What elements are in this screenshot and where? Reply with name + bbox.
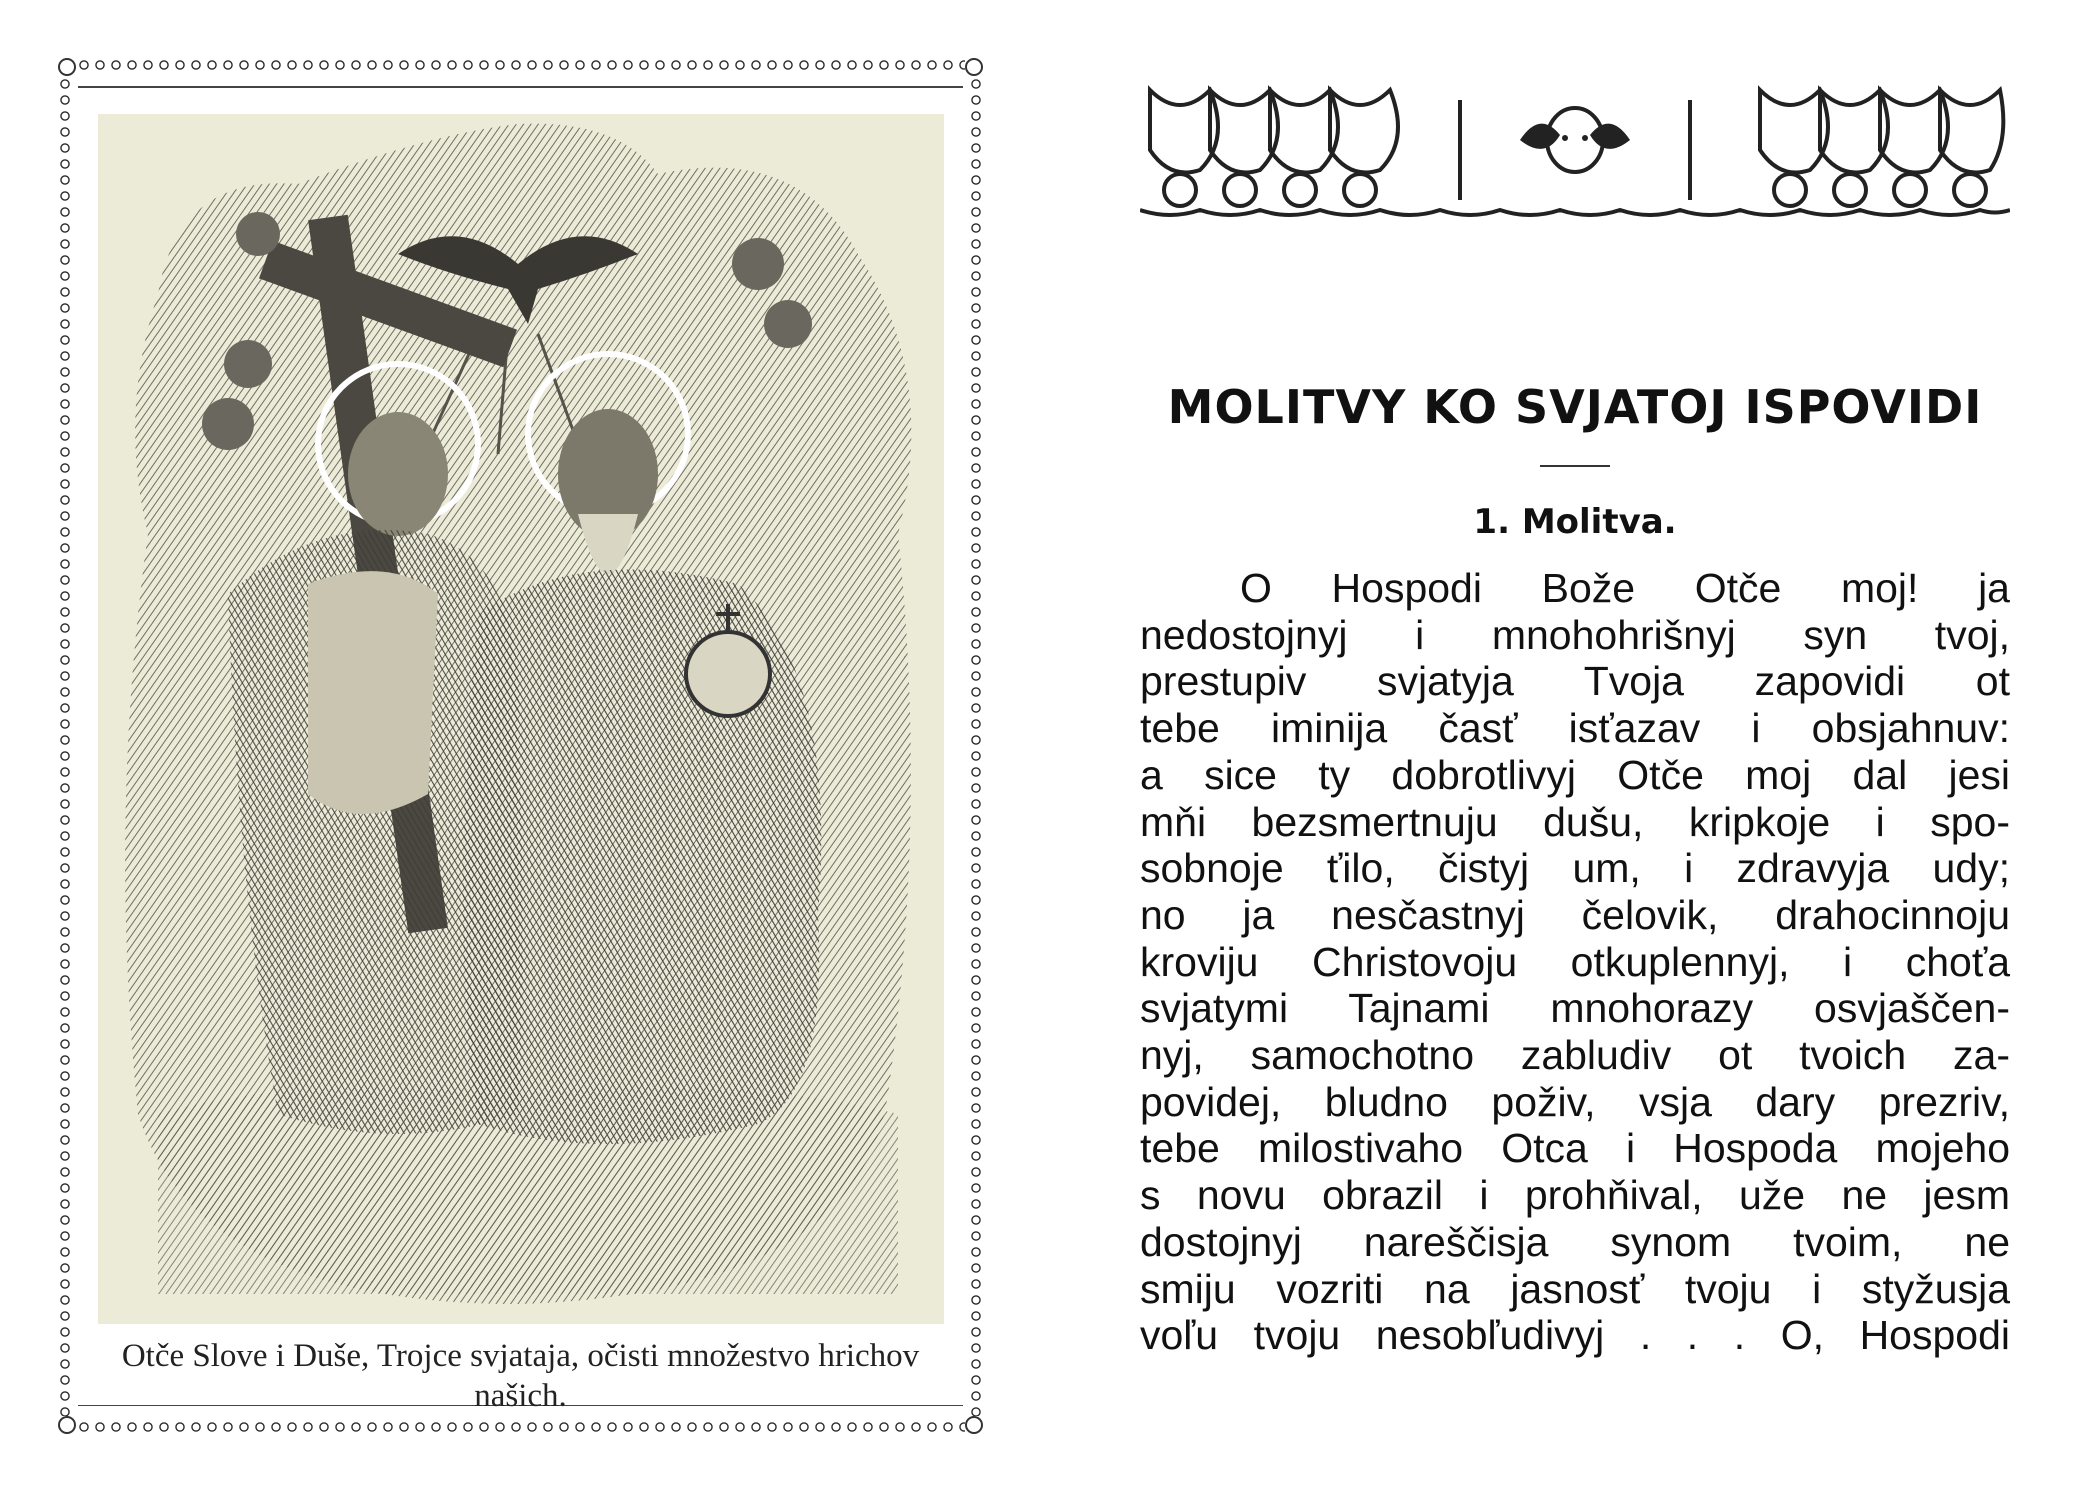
text-line: tebe milostivaho Otca i Hospoda mojeho [1140,1125,2010,1172]
text-line: s novu obrazil i prohňival, uže ne jesm [1140,1172,2010,1219]
text-line: sobnoje ťilo, čistyj um, i zdravyja udy; [1140,845,2010,892]
corner-ornament [58,1416,76,1434]
inner-rule [78,86,963,88]
text-line: dostojnyj nareščisja synom tvoim, ne [1140,1218,2010,1265]
title-divider [1540,465,1610,467]
text-line: povidej, bludno poživ, vsja dary prezriv, [1140,1078,2010,1125]
text-line: no ja nesčastnyj čelovik, drahocinnoju [1140,891,2010,938]
corner-ornament [965,58,983,76]
text-line: mňi bezsmertnuju dušu, kripkoje i spo- [1140,798,2010,845]
text-line: tebe iminija časť isťazav i obsjahnuv: [1140,705,2010,752]
cherub-head [1520,108,1630,172]
engraving-plate [58,58,983,1434]
section-heading: 1. Molitva. [1473,502,1677,542]
engraving-caption: Otče Slove i Duše, Trojce svjataja, očisti množestvo hrichov našich. [121,1338,920,1414]
text-line: voľu tvoju nesobľudivyj . . . O, Hospodi [1140,1312,2010,1359]
dotted-border-right [969,76,983,1416]
text-line: svjatymi Tajnami mnohorazy osvjaščen- [1140,985,2010,1032]
text-line: smiju vozriti na jasnosť tvoju i styžusja [1140,1265,2010,1312]
text-line: kroviju Christovoju otkuplennyj, i choťa [1140,938,2010,985]
page-title: MOLITVY KO SVJATOJ ISPOVIDI [1167,380,1983,434]
engraving-illustration [98,114,944,1324]
text-line: a sice ty dobrotlivyj Otče moj dal jesi [1140,751,2010,798]
engraving-holy-trinity [98,114,944,1324]
header-ornament [1140,60,2010,220]
text-line: O Hospodi Bože Otče moj! ja [1240,565,2010,611]
corner-ornament [965,1416,983,1434]
prayer-text [1140,565,2010,1359]
corner-ornament [58,58,76,76]
dotted-border-top [76,58,965,72]
text-line: nedostojnyj i mnohohrišnyj syn tvoj, [1140,611,2010,658]
text-line: nyj, samochotno zabludiv ot tvoich za- [1140,1032,2010,1079]
wing-motif-left [1150,90,1398,206]
cherub-wing-ornament [1140,60,2010,220]
dotted-border-left [58,76,72,1416]
text-line: prestupiv svjatyja Tvoja zapovidi ot [1140,658,2010,705]
wing-motif-right [1760,90,2003,206]
text-page [1140,60,2010,1460]
dotted-border-bottom [76,1420,965,1434]
